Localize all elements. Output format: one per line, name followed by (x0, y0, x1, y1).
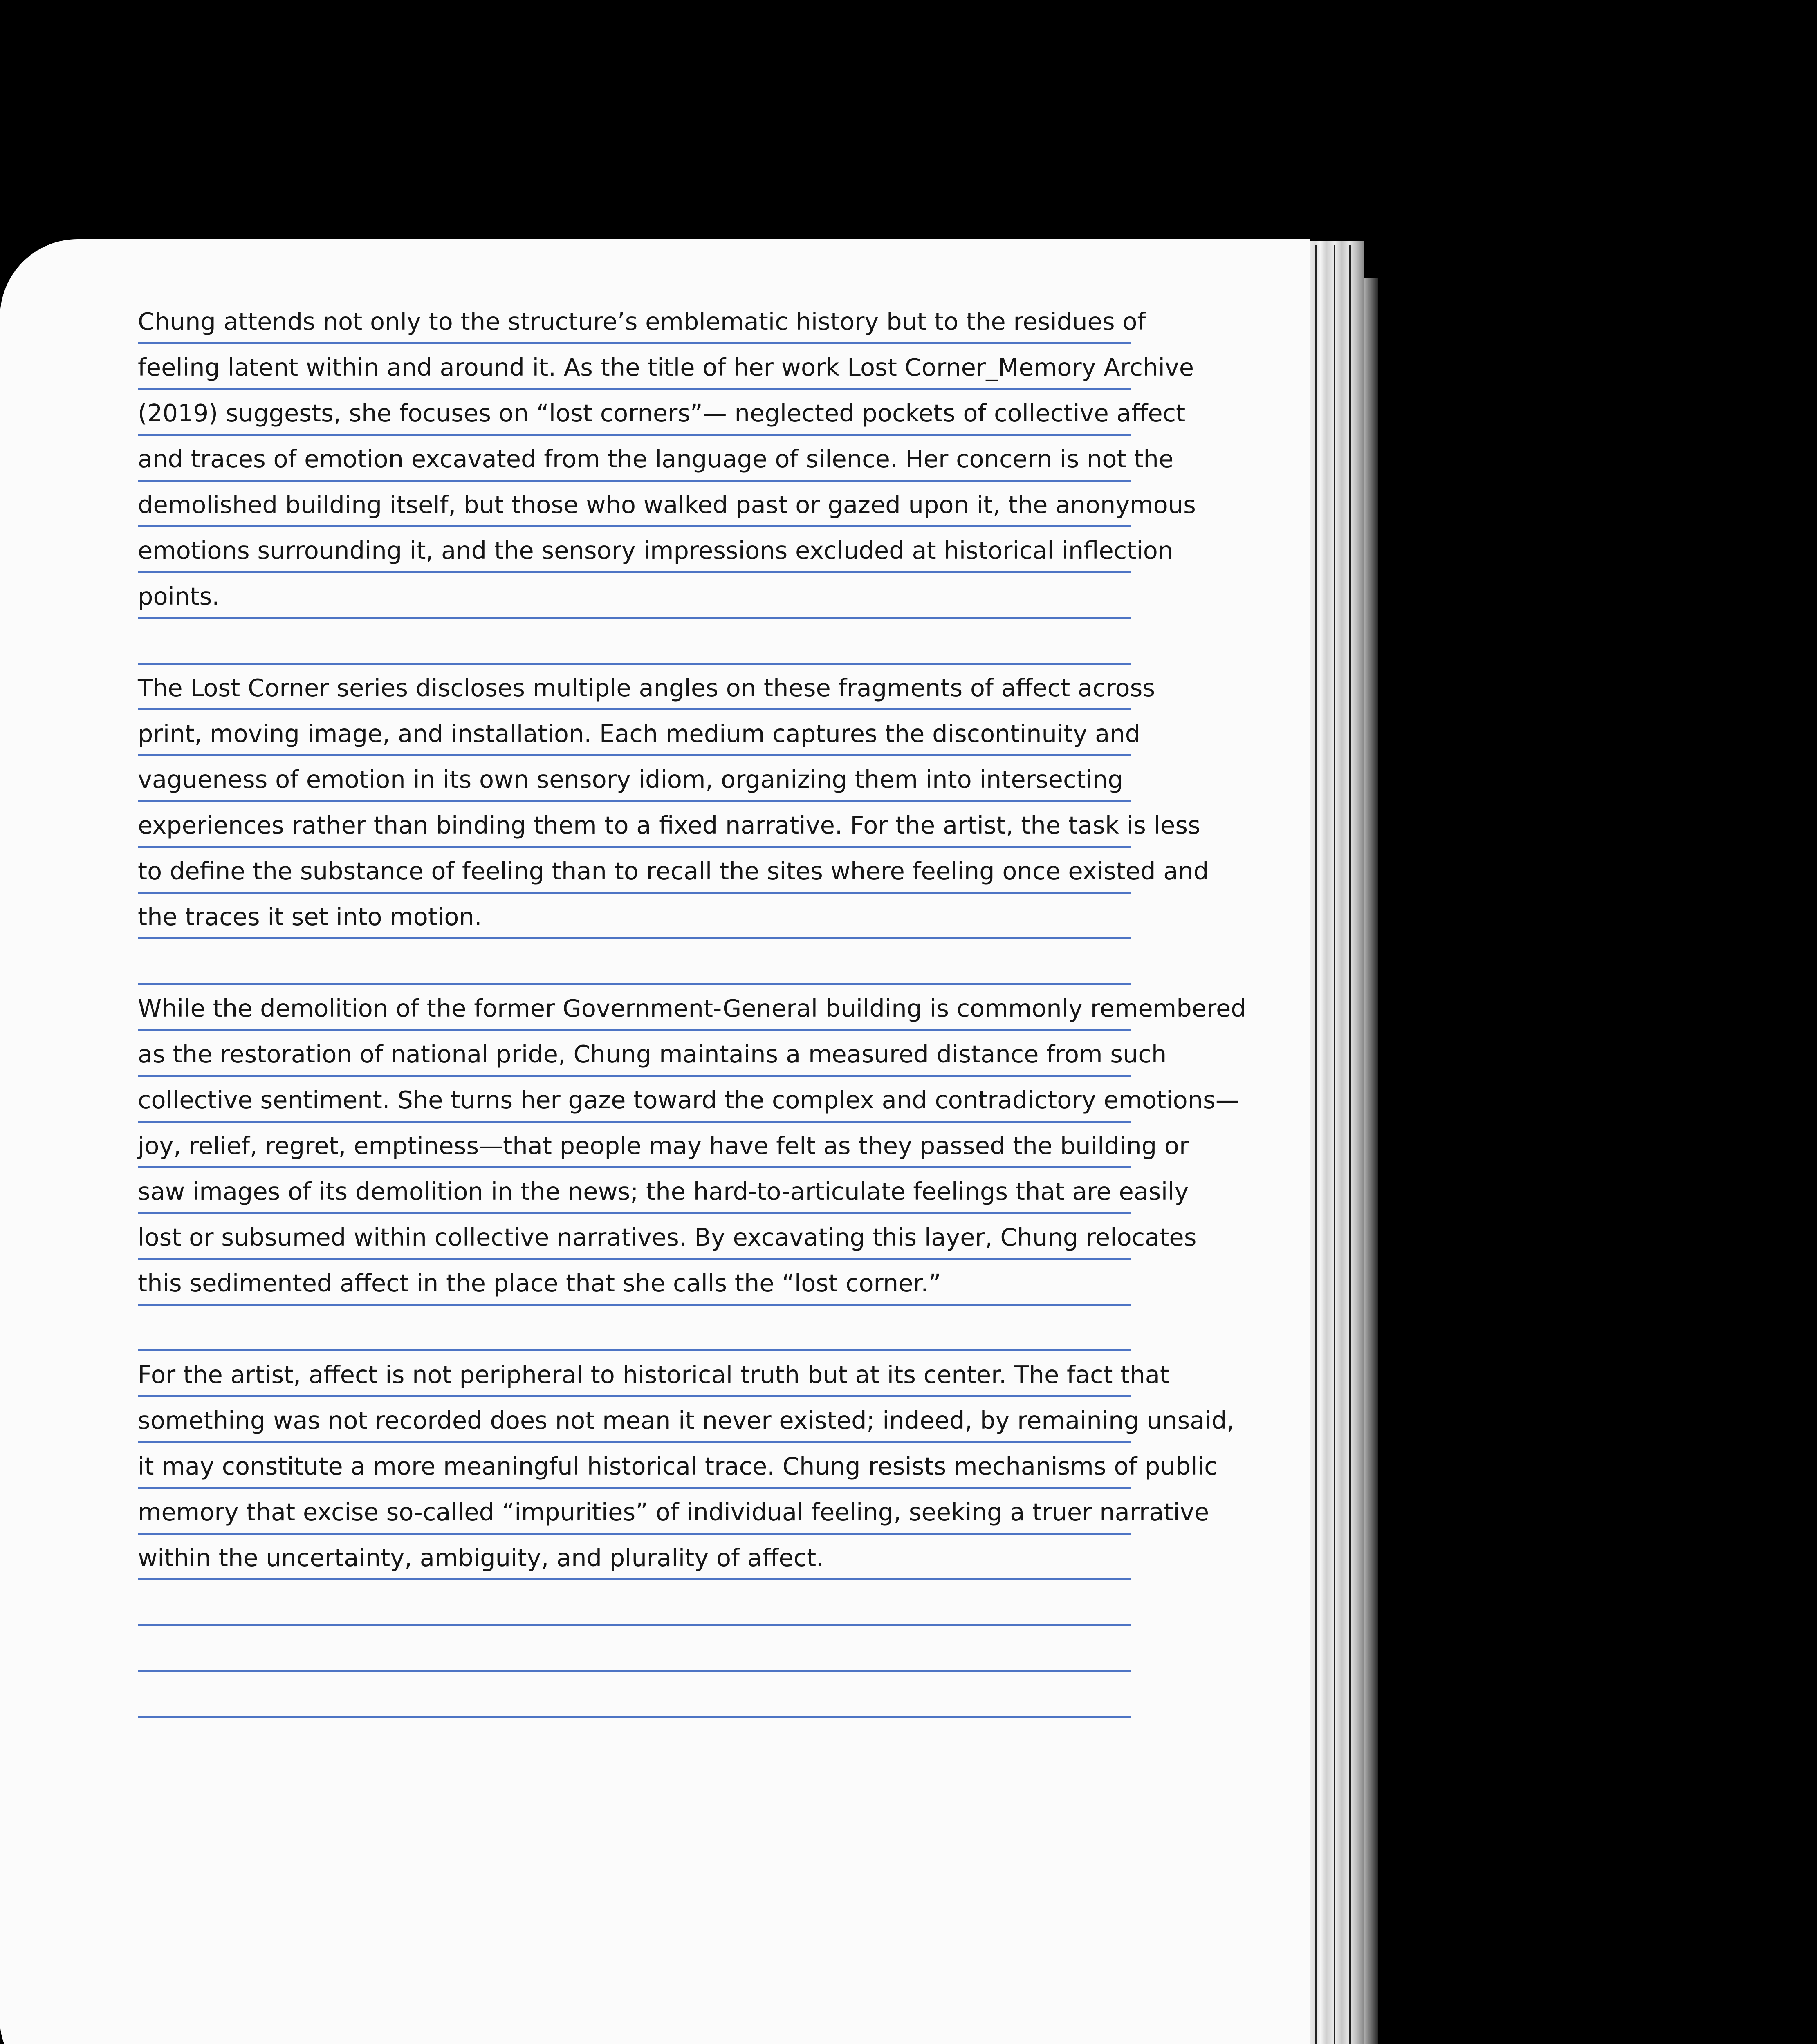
text-line: points. (138, 582, 220, 610)
ruled-line (138, 1351, 1170, 1397)
ruled-line (138, 1489, 1209, 1535)
ruled-line-empty (138, 619, 1131, 665)
ruled-line-empty (138, 1626, 1131, 1672)
ruled-line-empty (138, 1580, 1131, 1626)
ruled-line-empty (138, 939, 1131, 985)
ruled-line (138, 1397, 1235, 1443)
text-line: joy, relief, regret, emptiness—that people may have felt as they passed the building or (138, 1132, 1189, 1160)
ruled-line (138, 1077, 1240, 1123)
text-line: demolished building itself, but those who walked past or gazed upon it, the anonymous (138, 491, 1196, 519)
ruled-line (138, 985, 1246, 1031)
text-line: as the restoration of national pride, Chung maintains a measured distance from such (138, 1040, 1167, 1068)
text-line: within the uncertainty, ambiguity, and plurality of affect. (138, 1544, 824, 1572)
ruled-line (138, 390, 1186, 436)
text-line: The Lost Corner series discloses multiple angles on these fragments of affect across (138, 674, 1155, 702)
ruled-line (138, 1535, 1131, 1580)
text-line: collective sentiment. She turns her gaze toward the complex and contradictory emotions— (138, 1086, 1240, 1114)
text-line: to define the substance of feeling than to recall the sites where feeling once existed and (138, 857, 1209, 885)
ruled-line (138, 756, 1131, 802)
text-line: Chung attends not only to the structure’s emblematic history but to the residues of (138, 307, 1146, 336)
ruled-line (138, 1168, 1189, 1214)
ruled-line-empty (138, 1672, 1131, 1718)
text-line: this sedimented affect in the place that she calls the “lost corner.” (138, 1269, 941, 1297)
ruled-line (138, 665, 1155, 710)
ruled-line (138, 1214, 1197, 1260)
ruled-line (138, 482, 1196, 527)
text-line: vagueness of emotion in its own sensory idiom, organizing them into intersecting (138, 765, 1123, 793)
ruled-line (138, 298, 1146, 344)
ruled-line (138, 802, 1200, 848)
ruled-line (138, 527, 1173, 573)
text-line: something was not recorded does not mean it never existed; indeed, by remaining unsaid, (138, 1406, 1235, 1434)
ruled-line (138, 1123, 1189, 1168)
text-line: lost or subsumed within collective narratives. By excavating this layer, Chung relocates (138, 1223, 1197, 1251)
text-line: the traces it set into motion. (138, 903, 482, 931)
text-line: While the demolition of the former Government-General building is commonly remembered (138, 994, 1246, 1022)
page-edge-line (1334, 245, 1335, 2044)
text-line: and traces of emotion excavated from the language of silence. Her concern is not the (138, 445, 1174, 473)
ruled-line (138, 1260, 1131, 1306)
ruled-line (138, 710, 1141, 756)
text-line: feeling latent within and around it. As the title of her work Lost Corner_Memory Archive (138, 353, 1194, 381)
text-line: emotions surrounding it, and the sensory impressions excluded at historical inflection (138, 536, 1173, 565)
text-line: For the artist, affect is not peripheral to historical truth but at its center. The fact that (138, 1360, 1170, 1389)
text-line: it may constitute a more meaningful historical trace. Chung resists mechanisms of public (138, 1452, 1218, 1480)
book-edge-shadow (1362, 278, 1378, 2044)
ruled-line-empty (138, 1306, 1131, 1351)
ruled-line (138, 1443, 1218, 1489)
ruled-line (138, 894, 1131, 939)
text-line: (2019) suggests, she focuses on “lost corners”— neglected pockets of collective affect (138, 399, 1186, 427)
ruled-line (138, 436, 1174, 482)
page-edge-line (1315, 245, 1317, 2044)
text-line: memory that excise so-called “impurities” of individual feeling, seeking a truer narrative (138, 1498, 1209, 1526)
page-edge-line (1349, 245, 1351, 2044)
ruled-line (138, 848, 1209, 894)
book-page (0, 239, 1310, 2044)
ruled-line (138, 573, 1131, 619)
text-line: experiences rather than binding them to a fixed narrative. For the artist, the task is less (138, 811, 1200, 839)
text-line: saw images of its demolition in the news; the hard-to-articulate feelings that are easily (138, 1177, 1189, 1206)
text-line: print, moving image, and installation. Each medium captures the discontinuity and (138, 719, 1141, 748)
ruled-line (138, 344, 1194, 390)
ruled-line (138, 1031, 1167, 1077)
